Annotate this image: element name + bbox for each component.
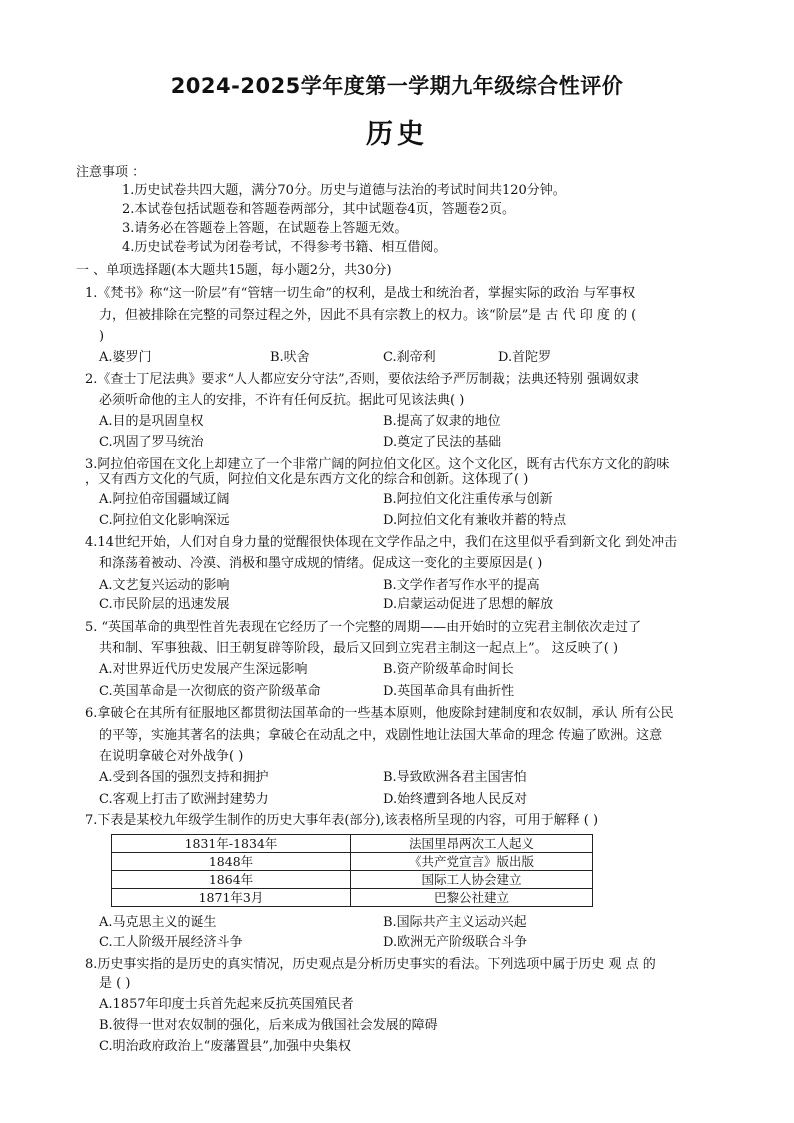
question-5-option-a: A.对世界近代历史发展产生深远影响 xyxy=(99,662,308,677)
note-item: 2.本试卷包括试题卷和答题卷两部分，其中试题卷4页，答题卷2页。 xyxy=(122,202,515,217)
table-cell-event: 《共产党宣言》版出版 xyxy=(351,853,593,871)
question-2-option-d: D.奠定了民法的基础 xyxy=(383,435,502,450)
table-row xyxy=(112,835,593,853)
question-6-option-b: B.导致欧洲各君主国害怕 xyxy=(383,770,527,785)
question-5-option-c: C.英国革命是一次彻底的资产阶级革命 xyxy=(99,684,321,699)
question-1-option-b: B.吠舍 xyxy=(270,350,310,365)
question-7-option-d: D.欧洲无产阶级联合斗争 xyxy=(383,935,528,950)
question-6-line: 的平等，实施其著名的法典；拿破仑在动乱之中，戏剧性地让法国大革命的理念 传遍了欧洲。这意 xyxy=(99,728,663,743)
question-3-option-d: D.阿拉伯文化有兼收并蓄的特点 xyxy=(383,513,567,528)
question-2-line: 必须听命他的主人的安排，不许有任何反抗。据此可见该法典( ) xyxy=(99,393,465,408)
notes-heading: 注意事项 ： xyxy=(76,165,146,180)
subject-title: 历史 xyxy=(366,119,428,150)
question-2-line: 2.《查士丁尼法典》要求“人人都应安分守法”,否则，要依法给予严厉制裁；法典还特别 强调奴隶 xyxy=(85,372,639,387)
question-8-option-c: C.明治政府政治上“废藩置县”,加强中央集权 xyxy=(99,1039,352,1054)
question-7-line: 7.下表是某校九年级学生制作的历史大事年表(部分),该表格所呈现的内容，可用于解释 ( ) xyxy=(85,813,599,828)
question-1-line: 力，但被排除在完整的司祭过程之外，因此不具有宗教上的权力。该“阶层”是 古 代 印 度 的 ( xyxy=(99,308,637,323)
table-cell-year: 1871年3月 xyxy=(112,889,351,907)
question-3-line: 3.阿拉伯帝国在文化上却建立了一个非常广阔的阿拉伯文化区。这个文化区，既有古代东方文化的韵味 xyxy=(85,457,670,472)
question-6-option-c: C.客观上打击了欧洲封建势力 xyxy=(99,792,269,807)
question-8-line: 8.历史事实指的是历史的真实情况，历史观点是分析历史事实的看法。下列选项中属于历史 观 点 的 xyxy=(85,957,656,972)
question-8-line: 是 ( ) xyxy=(99,976,131,991)
question-6-line: 6.拿破仑在其所有征服地区都贯彻法国革命的一些基本原则，他废除封建制度和农奴制，承认 所有公民 xyxy=(85,706,674,721)
question-1-option-c: C.刹帝利 xyxy=(383,350,436,365)
table-cell-year: 1848年 xyxy=(112,853,351,871)
question-4-option-b: B.文学作者写作水平的提高 xyxy=(383,578,540,593)
question-1-option-a: A.婆罗门 xyxy=(99,350,152,365)
question-8-option-a: A.1857年印度士兵首先起来反抗英国殖民者 xyxy=(99,997,354,1012)
table-row xyxy=(112,889,593,907)
question-3-option-a: A.阿拉伯帝国疆域辽阔 xyxy=(99,492,230,507)
question-1-line: 1.《梵书》称“这一阶层”有“管辖一切生命”的权利，是战士和统治者，掌握实际的政治 与军事权 xyxy=(85,286,636,301)
question-6-option-d: D.始终遭到各地人民反对 xyxy=(383,792,528,807)
question-5-option-b: B.资产阶级革命时间长 xyxy=(383,662,514,677)
table-cell-event: 巴黎公社建立 xyxy=(351,889,593,907)
question-2-option-b: B.提高了奴隶的地位 xyxy=(383,414,501,429)
question-7-option-c: C.工人阶级开展经济斗争 xyxy=(99,935,243,950)
question-4-option-a: A.文艺复兴运动的影响 xyxy=(99,578,230,593)
question-7-option-b: B.国际共产主义运动兴起 xyxy=(383,915,527,930)
question-4-option-c: C.市民阶层的迅速发展 xyxy=(99,597,230,612)
question-6-option-a: A.受到各国的强烈支持和拥护 xyxy=(99,770,269,785)
note-item: 1.历史试卷共四大题，满分70分。历史与道德与法治的考试时间共120分钟。 xyxy=(122,183,566,198)
table-row xyxy=(112,853,593,871)
question-3-line: ，又有西方文化的气质，阿拉伯文化是东西方文化的综合和创新。这体现了( ) xyxy=(85,472,529,487)
question-5-option-d: D.英国革命具有曲折性 xyxy=(383,684,515,699)
table-cell-year: 1831年-1834年 xyxy=(112,835,351,853)
question-3-option-c: C.阿拉伯文化影响深远 xyxy=(99,513,230,528)
table-cell-event: 国际工人协会建立 xyxy=(351,871,593,889)
table-cell-year: 1864年 xyxy=(112,871,351,889)
question-3-option-b: B.阿拉伯文化注重传承与创新 xyxy=(383,492,553,507)
note-item: 4.历史试卷考试为闭卷考试，不得参考书籍、相互借阅。 xyxy=(122,240,447,255)
exam-title: 2024-2025学年度第一学期九年级综合性评价 xyxy=(170,74,624,98)
question-8-option-b: B.彼得一世对农奴制的强化，后来成为俄国社会发展的障碍 xyxy=(99,1018,438,1033)
question-2-option-c: C.巩固了罗马统治 xyxy=(99,435,204,450)
note-item: 3.请务必在答题卷上答题，在试题卷上答题无效。 xyxy=(122,221,408,236)
question-5-line: 5. “英国革命的典型性首先表现在它经历了一个完整的周期——由开始时的立宪君主制依次走过了 xyxy=(85,620,642,635)
question-4-option-d: D.启蒙运动促进了思想的解放 xyxy=(383,597,554,612)
question-4-line: 4.14世纪开始，人们对自身力量的觉醒很快体现在文学作品之中，我们在这里似乎看到新文化 到处冲击 xyxy=(85,535,678,550)
question-7-option-a: A.马克思主义的诞生 xyxy=(99,915,217,930)
question-5-line: 共和制、军事独裁、旧王朝复辟等阶段，最后又回到立宪君主制这一起点上”。 这反映了( ) xyxy=(99,641,619,656)
question-2-option-a: A.目的是巩固皇权 xyxy=(99,414,204,429)
section-heading: 一 、单项选择题(本大题共15题，每小题2分，共30分) xyxy=(76,263,392,278)
history-timeline-table xyxy=(111,834,593,907)
question-1-line: ) xyxy=(99,329,105,344)
table-row xyxy=(112,871,593,889)
question-4-line: 和涤荡着被动、冷漠、消极和墨守成规的情绪。促成这一变化的主要原因是( ) xyxy=(99,556,543,571)
table-cell-event: 法国里昂两次工人起义 xyxy=(351,835,593,853)
question-6-line: 在说明拿破仑对外战争( ) xyxy=(99,749,244,764)
question-1-option-d: D.首陀罗 xyxy=(498,350,552,365)
